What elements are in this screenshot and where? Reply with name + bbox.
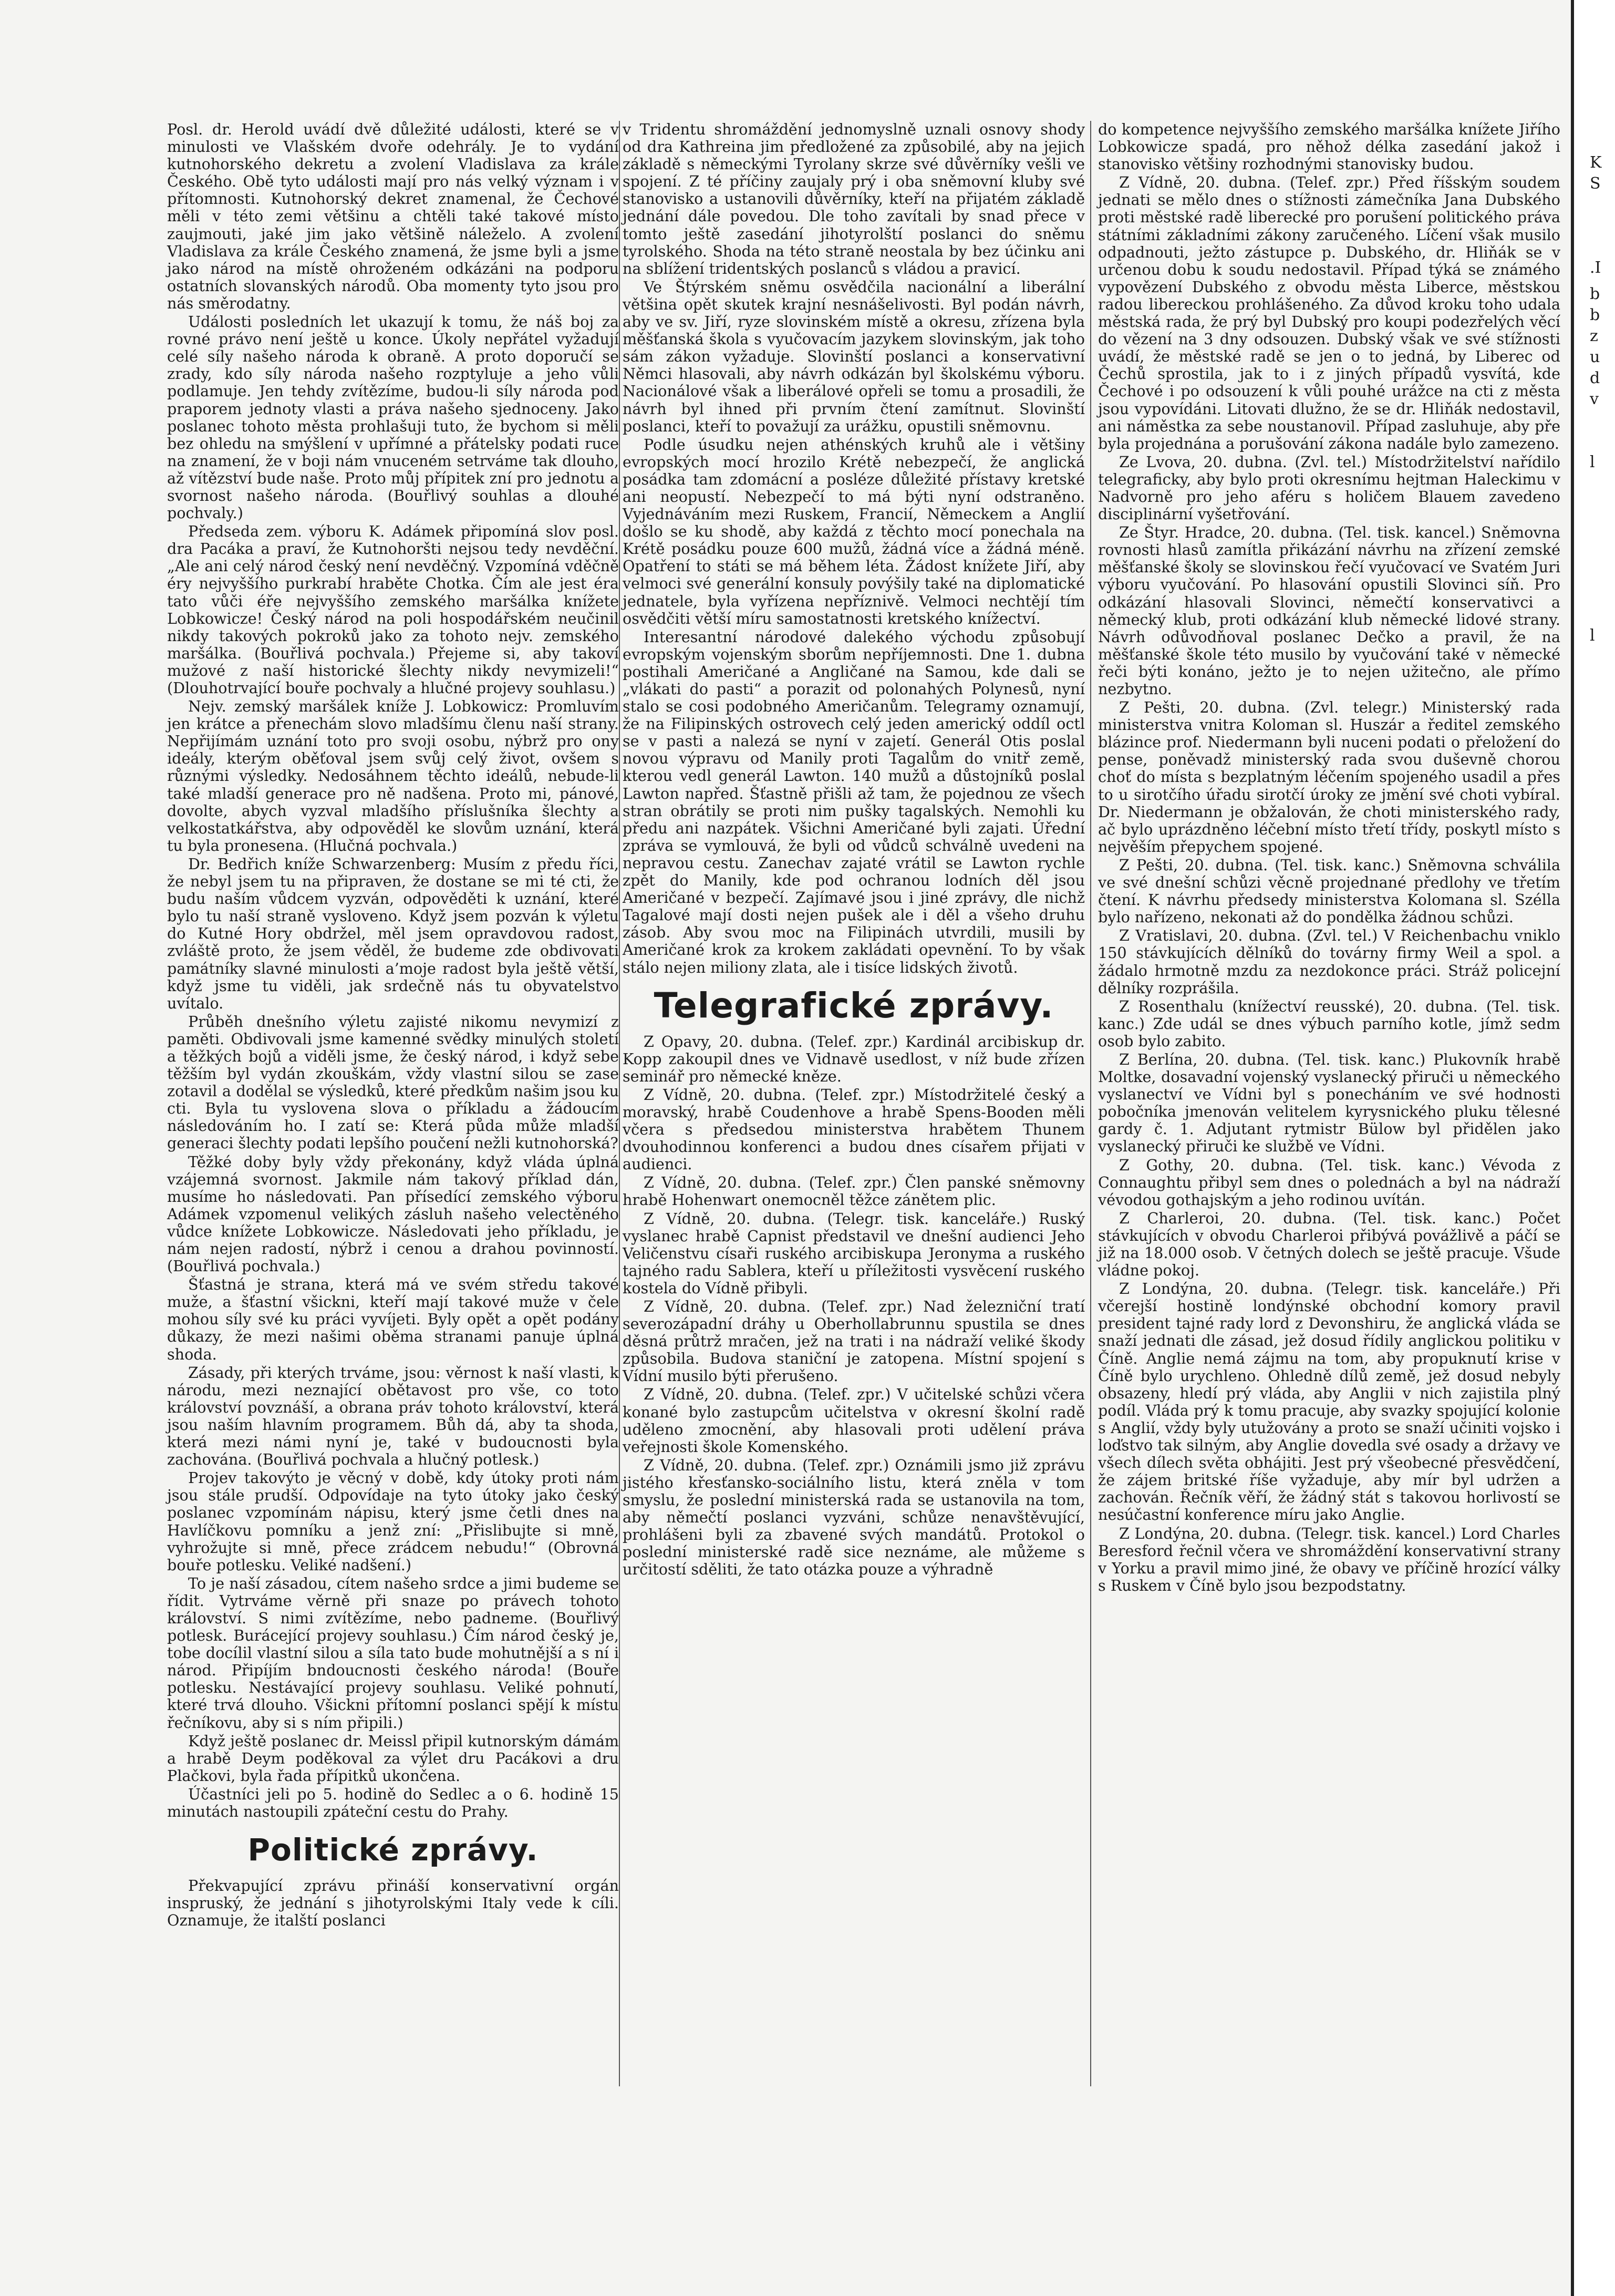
article-paragraph: Události posledních let ukazují k tomu, že náš boj za rovné právo není ještě u konce. Úkoly nepřátel vyžadují celé síly našeho národa k obraně. A proto doporučí se zrady, kdo síly národa našeho rozptyluje a jeho vůli podlamuje. Jen tehdy zvítězíme, budou-li síly národa pod praporem jednoty vlasti a práva našeho sjednoceny. Jako poslanec tohoto města prohlašuji tuto, že bychom si měli bez ohledu na smýšlení v upřímné a přátelsky podati ruce na znamení, že v boji nám vnuceném setrváme tak dlouho, až vítězství bude naše. Proto můj přípitek zní pro jednotu a svornost našeho národa. (Bouřlivý souhlas a dlouhé pochvaly.) [167, 313, 619, 522]
edge-fragment: u [1590, 348, 1600, 366]
edge-fragment: .I [1590, 259, 1601, 277]
article-paragraph: Ve Štýrském sněmu osvědčila nacionální a liberální většina opět skutek krajní nesnášelivosti. Byl podán návrh, aby ve sv. Jiří, ryze slovinském místě a okresu, zřízena byla měšťanská škola s vyučovacím jazykem slovinským, jak toho sám zákon vyžaduje. Slovinští poslanci a konservativní Němci hlasovali, aby návrh odkázán byl školskému výboru. Nacionálové však a liberálové opřeli se tomu a prosadili, že návrh byl ihned při prvním čtení zamítnut. Slovinští poslanci, kteří to považují za urážku, opustili sněmovnu. [623, 277, 1085, 435]
telegram-item: Ze Štyr. Hradce, 20. dubna. (Tel. tisk. kancel.) Sněmovna rovnosti hlasů zamítla přikázání návrhu na zřízení zemské měšťanské školy se slovinskou řečí vyučovací ve Svatém Juri výboru vyučování. Po hlasování opustili Slovinci síň. Pro odkázání hlasovali Slovinci, němečtí konservativci a německý klub, proti odkázání klub německé lidové strany. Návrh odůvodňoval poslanec Dečko a pravil, že na měšťanské škole této musilo by vyučování také v německé řeči býti konáno, ježto je to nejen užitečno, ale přímo nezbytno. [1098, 523, 1560, 698]
section-heading-telegraphic: Telegrafické zprávy. [654, 985, 1054, 1026]
column-3 [1098, 121, 1560, 1595]
section-heading-political: Politické zprávy. [247, 1832, 539, 1868]
telegram-item: Z Londýna, 20. dubna. (Telegr. tisk. kanceláře.) Při včerejší hostině londýnské obchodní komory pravil president tajné rady lord z Devonshiru, že anglická vláda se snaží jednati dle zásad, jež dosud řídily anglickou politiku v Číně. Anglie nemá zájmu na tom, aby propuknutí krise v Číně bylo urychleno. Ohledně dílů země, jež dosud nebyly obsazeny, hledí prý vláda, aby Anglii v nich zajistila plný podíl. Vláda prý k tomu pracuje, aby svazky spojující kolonie s Anglií, vždy byly utužovány a proto se snaží učiniti vojsko i loďstvo tak silným, aby Anglie dovedla své osady a državy ve všech dílech světa obhájiti. Jest prý všeobecné přesvědčení, že zájem britské říše vyžaduje, aby mír byl udržen a zachován. Řečník věří, že žádný stát s takovou horlivostí se nesúčastní konference míru jako Anglie. [1098, 1280, 1560, 1524]
telegram-item: Z Opavy, 20. dubna. (Telef. zpr.) Kardinál arcibiskup dr. Kopp zakoupil dnes ve Vidnavě usedlost, v níž bude zřízen seminář pro německé kněze. [623, 1032, 1085, 1085]
telegram-item: Z Charleroi, 20. dubna. (Tel. tisk. kanc.) Počet stávkujících v obvodu Charleroi přibývá povážlivě a páčí se již na 18.000 osob. V četných dolech se ještě pracuje. Všude vládne pokoj. [1098, 1209, 1560, 1280]
article-paragraph: Když ještě poslanec dr. Meissl připil kutnorským dámám a hrabě Deym poděkoval za výlet dru Pacákovi a dru Plačkovi, byla řada přípitků ukončena. [167, 1732, 619, 1785]
telegram-item: Z Vídně, 20. dubna. (Telef. zpr.) Člen panské sněmovny hrabě Hohenwart onemocněl těžce zánětem plic. [623, 1173, 1085, 1209]
column-divider [619, 121, 620, 2086]
edge-fragment: b [1590, 306, 1600, 324]
edge-fragment: b [1590, 285, 1600, 303]
edge-fragment: d [1590, 369, 1600, 387]
article-paragraph: Šťastná je strana, která má ve svém středu takové muže, a šťastní všickni, kteří mají takové muže v čele mohou síly své ku práci vyvíjeti. Byly opět a opět podány důkazy, že mezi našimi oběma stranami panuje úplná shoda. [167, 1275, 619, 1363]
article-paragraph: Účastníci jeli po 5. hodině do Sedlec a o 6. hodině 15 minutách nastoupili zpáteční cestu do Prahy. [167, 1785, 619, 1820]
edge-fragment: z [1590, 327, 1598, 345]
telegram-item: Z Gothy, 20. dubna. (Tel. tisk. kanc.) Vévoda z Connaughtu přibyl sem dnes o polednách a byl na nádraží vévodou gothajským a jeho rodinou uvítán. [1098, 1156, 1560, 1209]
edge-fragment: v [1590, 390, 1599, 408]
column-divider [1090, 121, 1091, 2086]
article-paragraph: Dr. Bedřich kníže Schwarzenberg: Musím z předu říci, že nebyl jsem tu na připraven, že dostane se mi té cti, že budu naším vůdcem vyzván, odpověděti k uznání, které bylo tu naší straně vysloveno. Když jsem pozván k výletu do Kutné Hory obdržel, měl jsem opravdovou radost, zvláště proto, že jsem věděl, že budeme zde obdivovati památníky slavné minulosti a’moje radost byla ještě větší, když jsme tu viděli, jak srdečně nás tu obyvatelstvo uvítalo. [167, 854, 619, 1012]
column-1 [167, 121, 619, 1930]
article-paragraph: Projev takovýto je věcný v době, kdy útoky proti nám jsou stále prudší. Odpovídaje na tyto útoky jako český poslanec vzpomínám nápisu, který jsme četli dnes na Havlíčkovu pomníku a jenž zní: „Přislibujte si mně, vyhrožujte si mně, přece zrádcem nebudu!“ (Obrovná bouře potlesku. Veliké nadšení.) [167, 1469, 619, 1574]
article-paragraph: To je naší zásadou, cítem našeho srdce a jimi budeme se řídit. Vytrváme věrně při snaze po právech tohoto království. S nimi zvítězíme, nebo padneme. (Bouřlivý potlesk. Burácející projevy souhlasu.) Čím národ český je, tobe docílil vlastní silou a síla tato bude mohutnější a s ní i národ. Připíjím bndoucnosti českého národa! (Bouře potlesku. Nestávající projevy souhlasu. Veliké pohnutí, které trvá dlouho. Všickni přítomní poslanci spějí k místu řečníkovu, aby si s ním připili.) [167, 1574, 619, 1732]
article-paragraph: Překvapující zprávu přináší konservativní orgán inspruský, že jednání s jihotyrolskými Italy vede k cíli. Oznamuje, že italští poslanci [167, 1877, 619, 1930]
article-paragraph: Zásady, při kterých trváme, jsou: věrnost k naší vlasti, k národu, mezi neznající obětavost pro vše, co toto království povznáší, a obrana práv tohoto království, která jsou naším hlavním programem. Bůh dá, aby ta shoda, která mezi námi nyní je, také v budoucnosti byla zachována. (Bouřlivá pochvala a hlučný potlesk.) [167, 1363, 619, 1469]
telegram-item: Ze Lvova, 20. dubna. (Zvl. tel.) Místodržitelství nařídilo telegraficky, aby bylo proti okresnímu hejtman Haleckimu v Nadvorně pro jeho aféru s holičem Blauem zavedeno disciplinární vyšetřování. [1098, 452, 1560, 523]
article-paragraph: Nejv. zemský maršálek kníže J. Lobkowicz: Promluvím jen krátce a přenechám slovo mladšímu členu naší strany. Nepřijímám uznání toto pro svoji osobu, nýbrž pro ony ideály, kterým oběťoval jsem svůj celý život, ovšem s různými výsledky. Nedosáhnem těchto ideálů, nebude-li také mladší generace pro ně nadšena. Proto mi, pánové, dovolte, abych vyzval mladšího příslušníka šlechty a velkostatkářstva, aby odpověděl ke slovům uznání, která tu byla pronesena. (Hlučná pochvala.) [167, 697, 619, 854]
telegram-item: Z Berlína, 20. dubna. (Tel. tisk. kanc.) Plukovník hrabě Moltke, dosavadní vojenský vyslanecký přiruči u německého vyslanectví ve Vídni byl s ponecháním ve své hodnosti pobočníka jmenován velitelem kyrysnického pluku tělesné gardy č. 1. Adjutant rytmistr Bülow byl přidělen jako vyslanecký přiruči ke službě ve Vídni. [1098, 1050, 1560, 1156]
telegram-item: Z Rosenthalu (knížectví reusské), 20. dubna. (Tel. tisk. kanc.) Zde udál se dnes výbuch parního kotle, jímž sedm osob bylo zabito. [1098, 997, 1560, 1050]
article-paragraph: Průběh dnešního výletu zajisté nikomu nevymizí z paměti. Obdivovali jsme kamenné svědky minulých století a těžkých bojů a viděli jsme, že český národ, i když sebe těžším byl vydán zkouškám, vždy vlastní silou se zase zotavil a dodělal se výsledků, které předkům našim jsou ku cti. Byla tu vyslovena slova o příkladu a žádoucím následováním ho. I zatí se: Která půda může mladší generaci šlechty podati lepšího poučení nežli kutnohorská? [167, 1012, 619, 1152]
article-paragraph: Podle úsudku nejen athénských kruhů ale i většiny evropských mocí hrozilo Krétě nebezpečí, že anglická posádka tam zdomácní a posléze důležité přístavy kretské ani neopustí. Nebezpečí to má býti nyní odstraněno. Vyjednáváním mezi Ruskem, Francií, Německem a Anglií došlo se ku shodě, aby každá z těchto mocí ponechala na Krétě posádku pouze 600 mužů, žádná více a žádná méně. Opatření to státi se má během léta. Žádost knížete Jiří, aby velmoci své generální konsuly povýšily také na diplomatické jednatele, byla vyřízena nepříznivě. Velmoci nechtějí tím osvědčiti větší míru samostatnosti kretského knížectví. [623, 435, 1085, 627]
telegram-item: Z Vídně, 20. dubna. (Telef. zpr.) V učitelské schůzi včera konané bylo zastupcům učitelstva v okresní školní radě uděleno zmocnění, aby hlasovali proti udělení práva veřejnosti škole Komenského. [623, 1385, 1085, 1456]
edge-fragment: l [1590, 453, 1595, 471]
telegram-item: Z Pešti, 20. dubna. (Tel. tisk. kanc.) Sněmovna schválila ve své dnešní schůzi věcně projednané předlohy ve třetím čtení. K návrhu předsedy ministerstva Kolomana sl. Szélla bylo nařízeno, nekonati až do pondělka žádnou schůzi. [1098, 856, 1560, 926]
telegram-item: do kompetence nejvyššího zemského maršálka knížete Jiřího Lobkowicze spadá, pro něhož délka zasedání jakož i stanovisko většiny rozhodnými stanovisky budou. [1098, 120, 1560, 173]
edge-fragment: l [1590, 626, 1595, 645]
telegram-item: Z Vídně, 20. dubna. (Telef. zpr.) Oznámili jsmo již zprávu jistého křesťansko-sociálního listu, která zněla v tom smyslu, že poslední ministerská rada se ustanovila na tom, aby němečtí poslanci vyzváni, schůze nenavštěvující, prohlášeni byli za zbavené svých mandátů. Protokol o poslední ministerské radě sice neznáme, ale můžeme s určitostí sděliti, že tato otázka pouze a výhradně [623, 1456, 1085, 1579]
telegram-item: Z Vídně, 20. dubna. (Telef. zpr.) Místodržitelé český a moravský, hrabě Coudenhove a hrabě Spens-Booden měli včera s předsedou ministerstva hrabětem Thunem dvouhodinnou konferenci a budou dnes císařem přijati v audienci. [623, 1085, 1085, 1173]
article-paragraph: Předseda zem. výboru K. Adámek připomíná slov posl. dra Pacáka a praví, že Kutnohoršti nejsou tedy nevděční. „Ale ani celý národ český není nevděčný. Vzpomíná vděčně éry nejvyššího purkrabí hraběte Chotka. Čím ale jest éra tato vůči éře nejvyššího zemského maršálka knížete Lobkowicze! Český národ na poli hospodářském neučinil nikdy takových pokroků jako za tohoto nejv. zemského maršálka. (Bouřlivá pochvala.) Přejeme si, aby takoví mužové z naší historické šlechty nikdy nevymizeli!“ (Dlouhotrvající bouře pochvaly a hlučné projevy souhlasu.) [167, 522, 619, 697]
telegram-item: Z Vídně, 20. dubna. (Telef. zpr.) Před říšským soudem jednati se mělo dnes o stížnosti zámečníka Jana Dubského proti městské radě liberecké pro porušení politického práva státními základními zákony zaručeného. Líčení však musilo odpadnouti, ježto zástupce p. Dubského, dr. Hliňák se v určenou dobu k soudu nedostavil. Případ týká se známého vypovězení Dubského z obvodu města Liberce, městskou radou libereckou prohlášeného. Za důvod kroku toho udala městská rada, že prý byl Dubský pro koupi podezřelých věcí do vězení na 3 dny odsouzen. Dubský však ve své stížnosti uvádí, že městské radě se jen o to jedná, by Liberec od Čechů sprostila, jak to i z jiných případů vysvítá, kde Čechové i po odsouzení k vůli pouhé urážce na cti z města jsou vypovídáni. Litovati dlužno, že se dr. Hliňák nedostavil, ani náměstka za sebe noustanovil. Případ zasluhuje, aby pře byla projednána a porušování zákona nadále bylo zamezeno. [1098, 173, 1560, 452]
telegram-item: Z Pešti, 20. dubna. (Zvl. telegr.) Ministerský rada ministerstva vnitra Koloman sl. Huszár a ředitel zemského blázince prof. Niedermann byli nuceni podati o přeložení do pense, poněvadž ministerský rada svou duševně chorou choť do místa s bezplatným léčením spojeného usadil a přes to u sirotčího úřadu sirotčí úroky ze jmění své choti vybíral. Dr. Niedermann je obžalován, že choti ministerského rady, ač bylo uprázdněno léčební místo třetí třídy, poskytl místo s nejvěším přepychem spojené. [1098, 698, 1560, 856]
telegram-item: Z Vídně, 20. dubna. (Telef. zpr.) Nad železniční tratí severozápadní dráhy u Oberhollabrunnu spustila se dnes děsná průtrž mračen, jež na trati i na nádraží veliké škody způsobila. Budova staniční je zatopena. Místní spojení s Vídní musilo býti přerušeno. [623, 1298, 1085, 1385]
edge-fragment: K [1590, 153, 1602, 172]
article-paragraph: v Tridentu shromáždění jednomyslně uznali osnovy shody od dra Kathreina jim předložené za způsobilé, aby na jejich základě s německými Tyrolany skrze své důvěrníky vešli ve spojení. Z té příčiny zaujaly prý i oba sněmovní kluby své stanovisko a ustanovili důvěrníky, kteří na přijatém základě jednání dále povedou. Dle toho zavítali by snad přece v tomto ještě zasedání jihotyrolští poslanci do sněmu tyrolského. Shoda na této straně neostala by bez účinku ani na sblížení tridentských poslanců s vládou a pravicí. [623, 120, 1085, 277]
edge-fragment: S [1590, 174, 1601, 193]
article-paragraph: Těžké doby byly vždy překonány, když vláda úplná vzájemná svornost. Jakmile nám takový příklad dán, musíme ho následovati. Pan přísedící zemského výboru Adámek vzpomenul velikých zásluh našeho velectěného vůdce knížete Lobkowicze. Následovati jeho příkladu, je nám nejen radostí, nýbrž i cenou a drahou povinností. (Bouřlivá pochvala.) [167, 1152, 619, 1275]
article-paragraph: Interesantní národové dalekého východu způsobují evropským vojenským sborům nepříjemnosti. Dne 1. dubna postihali Američané a Angličané na Samou, kde dali se „vlákati do pasti“ a porazit od polonahých Polynesů, nyní stalo se cosi podobného Američanům. Telegramy oznamují, že na Filipinských ostrovech celý jeden americký oddíl octl se v pasti a nalezá se nyní v zajetí. Generál Otis poslal novou výpravu od Manily proti Tagalům do vnitř země, kterou vedl generál Lawton. 140 mužů a důstojníků poslal Lawton napřed. Šťastně přišli až tam, že pojednou ze všech stran obrátily se proti nim pušky tagalských. Nemohli ku předu ani nazpátek. Všichni Američané byli zajati. Úřední zpráva se vymlouvá, že byli od vůdců schválně uvedeni na nepravou cestu. Zanechav zajaté vrátil se Lawton rychle zpět do Manily, kde pod ochranou lodních děl jsou Američané v bezpečí. Zajímavé jsou i jiné zprávy, dle nichž Tagalové mají dosti nejen pušek ale i děl a všeho druhu zásob. Aby svou moc na Filipinách utvrdili, musili by Američané krok za krokem zakládati opevnění. To by však stálo nejen miliony zlata, ale i tisíce lidských životů. [623, 627, 1085, 976]
article-paragraph: Posl. dr. Herold uvádí dvě důležité události, které se v minulosti ve Vlašském dvoře odehrály. Je to vydání kutnohorského dekretu a zvolení Vladislava za krále Českého. Obě tyto události mají pro nás velký význam i v přítomnosti. Kutnohorský dekret znamenal, že Čechové měli v této zemi většinu a chtěli také takové místo zaujmouti, jaké jim jako většině náleželo. A zvolení Vladislava za krále Českého znamená, že jsme byli a jsme jako národ na místě ohroženém odkázáni na podporu ostatních slovanských národů. Oba momenty tyto jsou pro nás směrodatny. [167, 120, 619, 312]
column-2 [623, 121, 1085, 1580]
telegram-item: Z Vídně, 20. dubna. (Telegr. tisk. kanceláře.) Ruský vyslanec hrabě Capnist představil ve dnešní audienci Jeho Veličenstvu císaři ruského arcibiskupa Jeronyma a ruského tajného radu Sablera, kteří u příležitosti vysvěcení ruského kostela do Vídně přibyli. [623, 1209, 1085, 1297]
adjacent-page-edge [1571, 0, 1615, 2296]
telegram-item: Z Londýna, 20. dubna. (Telegr. tisk. kancel.) Lord Charles Beresford řečnil včera ve shromáždění konservativní strany v Yorku a pravil mimo jiné, že obavy ve příčině hrozící války s Ruskem v Číně bylo jsou bezpodstatny. [1098, 1524, 1560, 1594]
telegram-item: Z Vratislavi, 20. dubna. (Zvl. tel.) V Reichenbachu vniklo 150 stávkujících dělníků do továrny firmy Weil a spol. a žádalo hrmotně mzdu za nezdokonce práci. Stráž policejní dělníky rozprášila. [1098, 926, 1560, 997]
